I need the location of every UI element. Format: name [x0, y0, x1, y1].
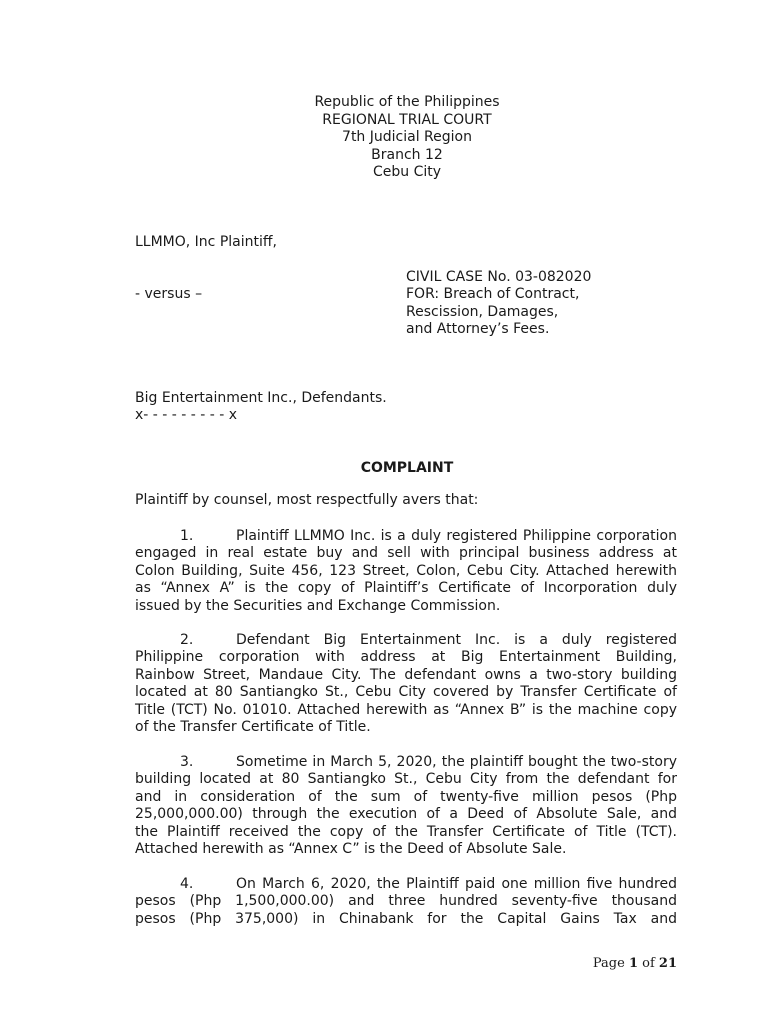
paragraph-line: located at 80 Santiangko St., Cebu City covered by Transfer Certificate of [135, 684, 677, 701]
paragraph-line: the Plaintiff received the copy of the Transfer Certificate of Title (TCT). [135, 823, 677, 840]
current-page-number: 1 [628, 956, 638, 971]
total-pages: 21 [658, 956, 677, 971]
paragraph-line: as “Annex A” is the copy of Plaintiff’s Certificate of Incorporation duly [135, 580, 677, 597]
paragraph-line: of the Transfer Certificate of Title. [135, 719, 371, 736]
header-republic: Republic of the Philippines [314, 94, 500, 110]
paragraph-line: 2. Defendant Big Entertainment Inc. is a duly registered [135, 632, 677, 649]
paragraph-line: Rainbow Street, Mandaue City. The defendant owns a two-story building [135, 666, 677, 683]
case-number: CIVIL CASE No. 03-082020 [406, 269, 592, 285]
paragraph-line: engaged in real estate buy and sell with principal business address at [135, 545, 677, 562]
case-nature-line3: and Attorney’s Fees. [406, 321, 550, 337]
case-nature-line2: Rescission, Damages, [406, 304, 559, 320]
paragraph-1 [135, 528, 677, 615]
paragraph-4 [135, 876, 677, 928]
paragraph-line: building located at 80 Santiangko St., Cebu City from the defendant for [135, 771, 677, 788]
paragraph-line: pesos (Php 375,000) in Chinabank for the Capital Gains Tax and [135, 910, 677, 927]
paragraph-line: Title (TCT) No. 01010. Attached herewith as “Annex B” is the machine copy [135, 701, 677, 718]
intro-text: Plaintiff by counsel, most respectfully avers that: [135, 492, 479, 508]
paragraph-line: Attached herewith as “Annex C” is the Deed of Absolute Sale. [135, 841, 567, 858]
paragraph-number: 1. [180, 528, 194, 544]
header-region: 7th Judicial Region [342, 129, 472, 145]
versus-label: - versus – [135, 286, 203, 302]
document-title: COMPLAINT [360, 460, 454, 476]
paragraph-line: issued by the Securities and Exchange Commission. [135, 597, 501, 614]
paragraph-3 [135, 754, 677, 858]
caption-separator: x- - - - - - - - - x [135, 407, 238, 423]
plaintiff-name: LLMMO, Inc Plaintiff, [135, 234, 277, 250]
paragraph-line: Colon Building, Suite 456, 123 Street, Colon, Cebu City. Attached herewith [135, 562, 677, 579]
paragraph-line: Philippine corporation with address at Big Entertainment Building, [135, 649, 677, 666]
paragraph-2 [135, 632, 677, 736]
paragraph-number: 2. [180, 632, 194, 648]
paragraph-line: 3. Sometime in March 5, 2020, the plaintiff bought the two-story [135, 754, 677, 771]
header-branch: Branch 12 [371, 146, 443, 163]
paragraph-number: 4. [180, 876, 194, 892]
paragraph-line: and in consideration of the sum of twenty-five million pesos (Php [135, 788, 677, 805]
paragraph-line: pesos (Php 1,500,000.00) and three hundred seventy-five thousand [135, 893, 677, 910]
header-city: Cebu City [372, 164, 442, 180]
paragraph-line: 1. Plaintiff LLMMO Inc. is a duly registered Philippine corporation [135, 528, 677, 545]
header-court: REGIONAL TRIAL COURT [322, 111, 492, 128]
paragraph-number: 3. [180, 754, 194, 770]
of-word: of [642, 956, 655, 971]
paragraph-line: 25,000,000.00) through the execution of a Deed of Absolute Sale, and [135, 806, 677, 823]
page-word: Page [592, 956, 625, 971]
case-nature-line1: FOR: Breach of Contract, [406, 286, 580, 302]
page-indicator [593, 956, 677, 971]
court-header [0, 94, 768, 182]
paragraph-line: 4. On March 6, 2020, the Plaintiff paid one million five hundred [135, 876, 677, 893]
defendant-name: Big Entertainment Inc., Defendants. [135, 390, 387, 406]
